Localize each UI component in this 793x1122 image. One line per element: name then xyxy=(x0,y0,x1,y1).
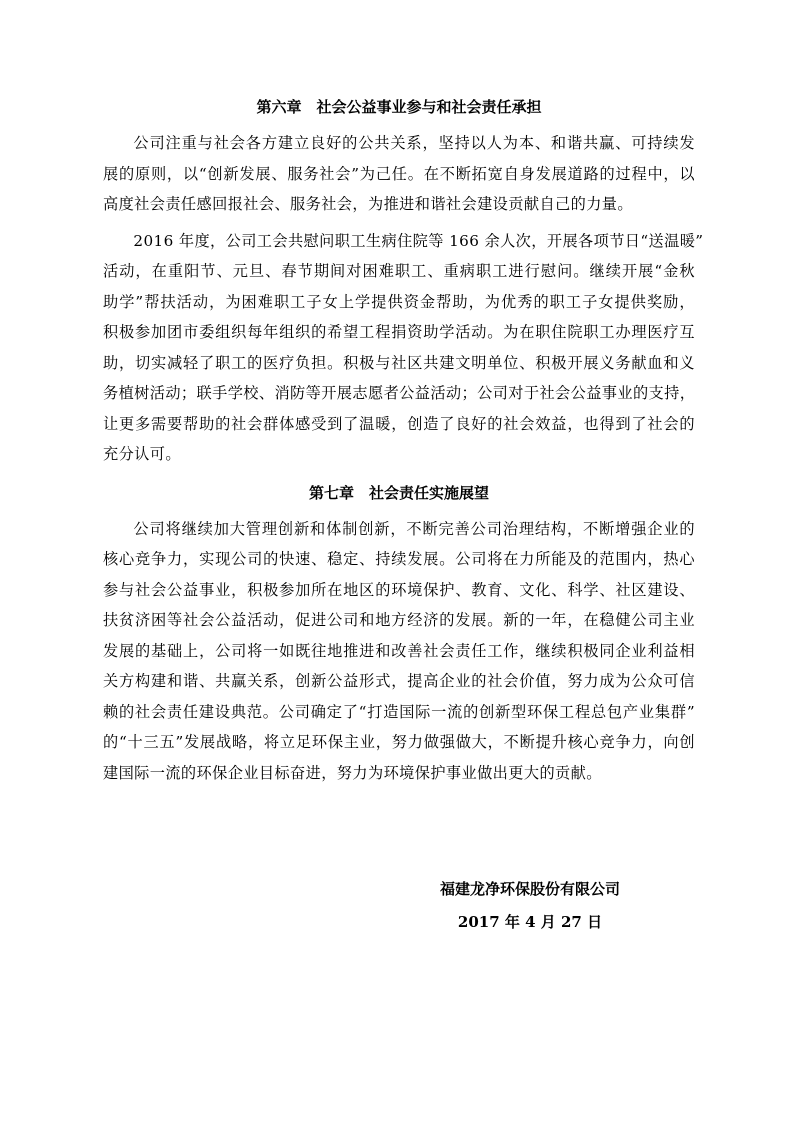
text-line: 公司注重与社会各方建立良好的公共关系，坚持以人为本、和谐共赢、可持续发 xyxy=(133,134,695,152)
text-line: 核心竞争力，实现公司的快速、稳定、持续发展。公司将在力所能及的范围内，热心 xyxy=(103,550,695,568)
text-line: 参与社会公益事业，积极参加所在地区的环境保护、教育、文化、科学、社区建设、 xyxy=(103,580,695,599)
text-line: 2016 年度，公司工会共慰问职工生病住院等 166 余人次，开展各项节日“送温暖” xyxy=(133,231,704,250)
chapter-7-paragraph-1 xyxy=(103,514,695,789)
chapter-6-paragraph-2 xyxy=(103,226,704,470)
text-line: 关方构建和谐、共赢关系，创新公益形式，提高企业的社会价值，努力成为公众可信 xyxy=(103,672,695,690)
text-line: 让更多需要帮助的社会群体感受到了温暖，创造了良好的社会效益，也得到了社会的 xyxy=(103,414,695,433)
text-line: 展的原则，以“创新发展、服务社会”为己任。在不断拓宽自身发展道路的过程中，以 xyxy=(103,164,695,183)
text-line: 高度社会责任感回报社会、服务社会，为推进和谐社会建设贡献自己的力量。 xyxy=(103,195,633,213)
chapter-6-title: 第六章 社会公益事业参与和社会责任承担 xyxy=(256,98,542,116)
text-line: 助学”帮扶活动，为困难职工子女上学提供资金帮助，为优秀的职工子女提供奖励， xyxy=(103,292,695,311)
text-line: 发展的基础上，公司将一如既往地推进和改善社会责任工作，继续积极同企业利益相 xyxy=(103,641,695,660)
document-page xyxy=(103,92,704,794)
text-line: 建国际一流的环保企业目标奋进，努力为环境保护事业做出更大的贡献。 xyxy=(103,763,602,782)
text-line: 务植树活动；联手学校、消防等开展志愿者公益活动；公司对于社会公益事业的支持， xyxy=(103,384,696,402)
text-line: 公司将继续加大管理创新和体制创新，不断完善公司治理结构，不断增强企业的 xyxy=(133,519,695,538)
chapter-6-paragraph-1 xyxy=(103,128,695,220)
text-line: 活动，在重阳节、元旦、春节期间对困难职工、重病职工进行慰问。继续开展“金秋 xyxy=(103,262,695,280)
text-line: 积极参加团市委组织每年组织的希望工程捐资助学活动。为在职住院职工办理医疗互 xyxy=(103,323,695,341)
text-line: 扶贫济困等社会公益活动，促进公司和地方经济的发展。新的一年，在稳健公司主业 xyxy=(103,611,695,629)
chapter-7-title: 第七章 社会责任实施展望 xyxy=(308,483,489,502)
signature-date: 2017 年 4 月 27 日 xyxy=(457,913,603,931)
text-line: 充分认可。 xyxy=(103,445,181,463)
signature-company: 福建龙净环保股份有限公司 xyxy=(439,880,620,898)
text-line: 赖的社会责任建设典范。公司确定了“打造国际一流的创新型环保工程总包产业集群” xyxy=(103,702,695,721)
text-line: 助，切实减轻了职工的医疗负担。积极与社区共建文明单位、积极开展义务献血和义 xyxy=(103,353,695,372)
text-line: 的“十三五”发展战略，将立足环保主业，努力做强做大，不断提升核心竞争力，向创 xyxy=(103,733,695,751)
